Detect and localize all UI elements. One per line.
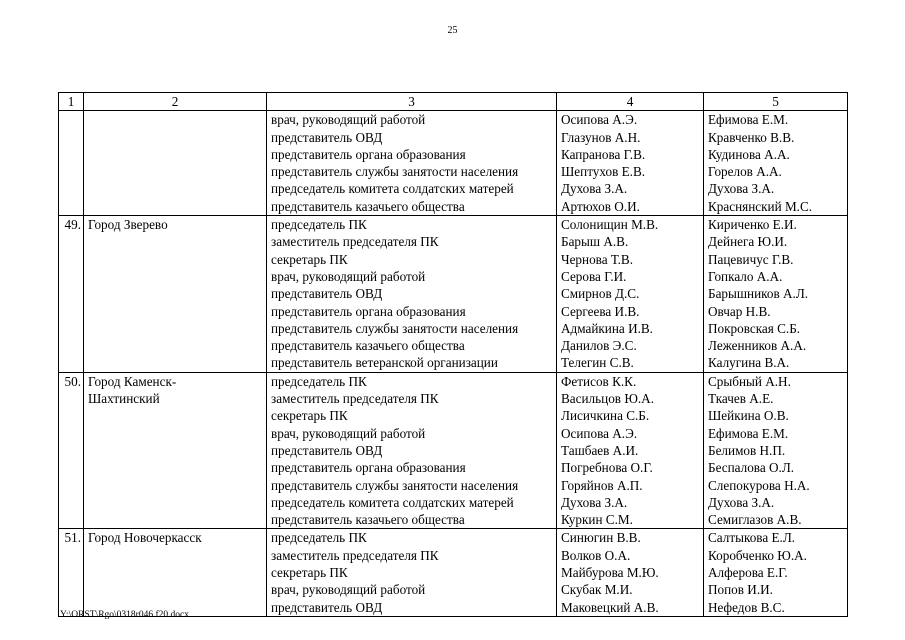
reserve-name: Дейнега Ю.И. [708,234,788,250]
member-name: Серова Г.И. [561,268,627,284]
role-line: председатель ПК [271,530,367,546]
reserve-name: Кравченко В.В. [708,129,795,145]
reserve-name: Семиглазов А.В. [708,512,802,528]
commission-table [58,92,848,617]
reserves-cell [704,111,848,216]
role-line: представитель ветеранской организации [271,355,498,371]
member-name: Шептухов Е.В. [561,164,646,180]
place-cell [84,529,267,616]
reserve-name: Ефимова Е.М. [708,425,789,441]
member-name: Барыш А.В. [561,234,629,250]
row-number [59,111,84,216]
role-line: врач, руководящий работой [271,112,426,128]
column-header: 5 [704,93,848,111]
members-cell [557,216,704,373]
reserve-name: Слепокурова Н.А. [708,477,810,493]
members-cell [557,111,704,216]
reserve-name: Беспалова О.Л. [708,460,795,476]
reserve-name: Покровская С.Б. [708,320,801,336]
reserve-name: Овчар Н.В. [708,303,771,319]
reserve-name: Духова З.А. [708,494,775,510]
role-line: врач, руководящий работой [271,425,426,441]
role-line: заместитель председателя ПК [271,234,439,250]
table-row [59,111,848,216]
member-name: Духова З.А. [561,181,628,197]
member-name: Капранова Г.В. [561,146,646,162]
row-number: 49. [59,216,84,373]
roles-cell [267,111,557,216]
column-header: 3 [267,93,557,111]
member-name: Синюгин В.В. [561,530,641,546]
reserves-cell [704,372,848,529]
role-line: председатель комитета солдатских матерей [271,181,514,197]
role-line: заместитель председателя ПК [271,391,439,407]
member-name: Адмайкина И.В. [561,320,653,336]
member-name: Осипова А.Э. [561,425,638,441]
member-name: Глазунов А.Н. [561,129,641,145]
member-name: Осипова А.Э. [561,112,638,128]
role-line: секретарь ПК [271,565,348,581]
reserve-name: Горелов А.А. [708,164,782,180]
place-cell [84,372,267,529]
member-name: Фетисов К.К. [561,373,637,389]
reserve-name: Краснянский М.С. [708,198,813,214]
reserve-name: Попов И.И. [708,582,773,598]
reserve-name: Кириченко Е.И. [708,217,797,233]
role-line: председатель ПК [271,217,367,233]
role-line: представитель органа образования [271,460,466,476]
reserve-name: Салтыкова Е.Л. [708,530,796,546]
reserve-name: Кудинова А.А. [708,146,790,162]
role-line: представитель органа образования [271,303,466,319]
role-line: заместитель председателя ПК [271,547,439,563]
members-cell [557,529,704,616]
member-name: Телегин С.В. [561,355,634,371]
place-line: Город Каменск- [88,373,177,389]
roles-cell [267,529,557,616]
member-name: Сергеева И.В. [561,303,640,319]
reserve-name: Барышников А.Л. [708,286,809,302]
role-line: секретарь ПК [271,251,348,267]
member-name: Духова З.А. [561,494,628,510]
page-number: 25 [447,25,458,36]
reserves-cell [704,216,848,373]
role-line: председатель ПК [271,373,367,389]
role-line: врач, руководящий работой [271,268,426,284]
footer-file-path: Y:\ORST\Rgo\0318r046.f20.docx [60,610,189,620]
role-line: представитель ОВД [271,129,383,145]
role-line: секретарь ПК [271,408,348,424]
place-cell [84,216,267,373]
table-row [59,216,848,373]
row-number: 51. [59,529,84,616]
table-body [59,111,848,617]
place-line: Шахтинский [88,391,160,407]
members-cell [557,372,704,529]
member-name: Артюхов О.И. [561,198,640,214]
column-header: 1 [59,93,84,111]
column-header: 2 [84,93,267,111]
member-name: Солонищин М.В. [561,217,659,233]
place-cell [84,111,267,216]
member-name: Скубак М.И. [561,582,633,598]
reserve-name: Леженников А.А. [708,338,807,354]
reserve-name: Срыбный А.Н. [708,373,791,389]
reserve-name: Пацевичус Г.В. [708,251,794,267]
reserve-name: Ефимова Е.М. [708,112,789,128]
reserve-name: Духова З.А. [708,181,775,197]
member-name: Данилов Э.С. [561,338,637,354]
reserve-name: Алферова Е.Г. [708,565,788,581]
role-line: представитель ОВД [271,442,383,458]
member-name: Смирнов Д.С. [561,286,640,302]
role-line: председатель комитета солдатских матерей [271,494,514,510]
member-name: Ташбаев А.И. [561,442,639,458]
member-name: Майбурова М.Ю. [561,565,659,581]
member-name: Чернова Т.В. [561,251,633,267]
table-header-row [59,93,848,111]
roles-cell [267,216,557,373]
reserve-name: Белимов Н.П. [708,442,786,458]
reserve-name: Гопкало А.А. [708,268,783,284]
place-line: Город Зверево [88,217,168,233]
table-row [59,529,848,616]
member-name: Горяйнов А.П. [561,477,643,493]
role-line: врач, руководящий работой [271,582,426,598]
reserve-name: Нефедов В.С. [708,599,785,615]
reserves-cell [704,529,848,616]
role-line: представитель ОВД [271,286,383,302]
reserve-name: Шейкина О.В. [708,408,789,424]
role-line: представитель казачьего общества [271,338,465,354]
reserve-name: Калугина В.А. [708,355,790,371]
place-line: Город Новочеркасск [88,530,202,546]
role-line: представитель ОВД [271,599,383,615]
table-row [59,372,848,529]
reserve-name: Ткачев А.Е. [708,391,774,407]
member-name: Лисичкина С.Б. [561,408,650,424]
role-line: представитель службы занятости населения [271,477,519,493]
member-name: Васильцов Ю.А. [561,391,655,407]
role-line: представитель казачьего общества [271,512,465,528]
row-number: 50. [59,372,84,529]
member-name: Куркин С.М. [561,512,633,528]
role-line: представитель службы занятости населения [271,164,519,180]
member-name: Маковецкий А.В. [561,599,659,615]
member-name: Погребнова О.Г. [561,460,653,476]
column-header: 4 [557,93,704,111]
role-line: представитель казачьего общества [271,198,465,214]
role-line: представитель органа образования [271,146,466,162]
roles-cell [267,372,557,529]
role-line: представитель службы занятости населения [271,320,519,336]
reserve-name: Коробченко Ю.А. [708,547,807,563]
member-name: Волков О.А. [561,547,631,563]
